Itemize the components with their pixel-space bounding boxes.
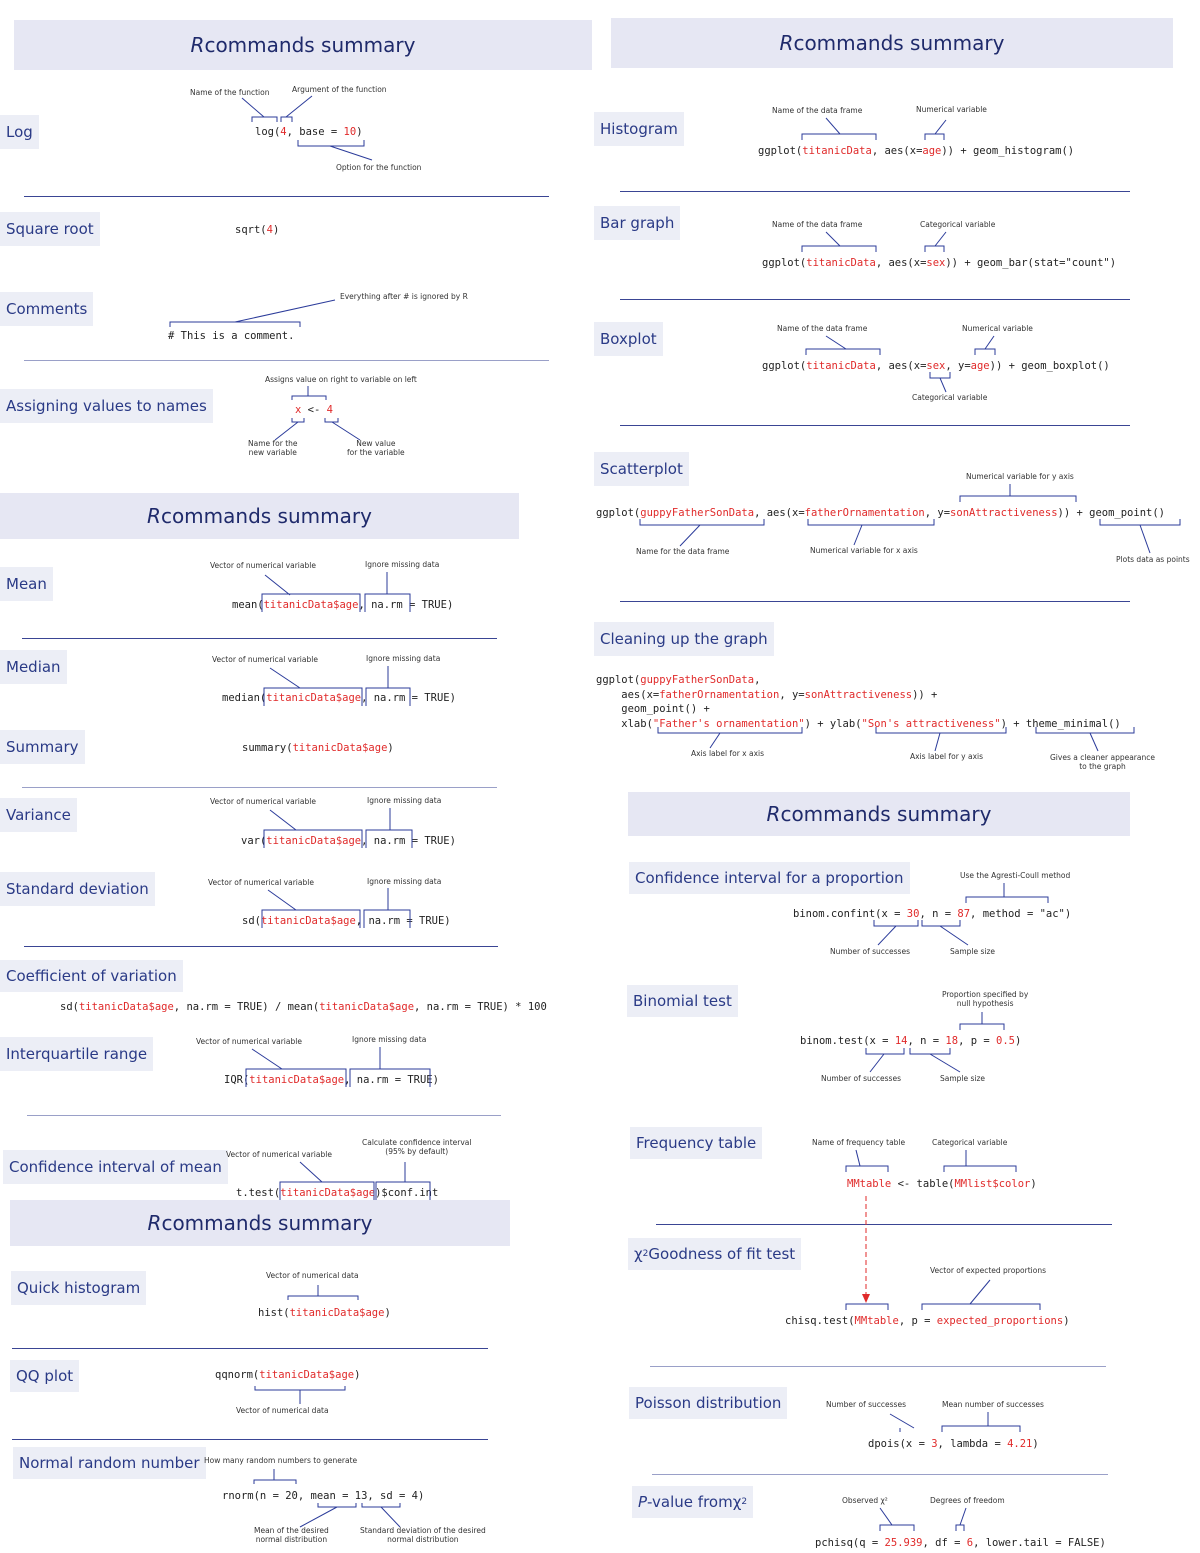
sd-annotation-vector: Vector of numerical variable xyxy=(208,878,314,887)
bar-annotation-x: Categorical variable xyxy=(920,220,996,229)
section-label-ci-mean: Confidence interval of mean xyxy=(3,1150,228,1184)
cleaning-annotation-theme: Gives a cleaner appearance to the graph xyxy=(1050,753,1155,771)
banner-mid-right: R commands summary xyxy=(628,792,1130,836)
rnorm-annotation-n: How many random numbers to generate xyxy=(204,1456,358,1465)
cleaning-code: ggplot(guppyFatherSonData, aes(x=fatherOrnamentation, y=sonAttractiveness)) + geom_point() + xlab("Father's ornamentation") + ylab("Son's attractiveness") + theme_minimal() xyxy=(596,674,1121,730)
ci-prop-annotation-n: Sample size xyxy=(950,947,996,956)
divider xyxy=(22,787,497,788)
section-label-binom: Binomial test xyxy=(627,985,738,1017)
bar-annotation-df: Name of the data frame xyxy=(772,220,863,229)
log-annotation-arg: Argument of the function xyxy=(292,85,387,94)
comments-annotation: Everything after # is ignored by R xyxy=(340,292,468,301)
divider xyxy=(656,1224,1112,1225)
iqr-annotation-na: Ignore missing data xyxy=(352,1035,427,1044)
median-annotation-vector: Vector of numerical variable xyxy=(212,655,318,664)
divider xyxy=(620,601,1130,602)
ci-mean-annotation-ci: Calculate confidence interval (95% by default) xyxy=(362,1138,472,1156)
pchisq-code: pchisq(q = 25.939, df = 6, lower.tail = FALSE) xyxy=(815,1537,1106,1549)
qq-code: qqnorm(titanicData$age) xyxy=(215,1369,361,1381)
divider xyxy=(620,191,1130,192)
sd-annotation-na: Ignore missing data xyxy=(367,877,442,886)
banner-mid-left: R commands summary xyxy=(0,493,519,539)
variance-code: var(titanicData$age, na.rm = TRUE) xyxy=(241,835,456,847)
median-annotation-na: Ignore missing data xyxy=(366,654,441,663)
assign-annotation-top: Assigns value on right to variable on left xyxy=(265,375,417,384)
quick-histogram-annotation: Vector of numerical data xyxy=(266,1271,359,1280)
poisson-code: dpois(x = 3, lambda = 4.21) xyxy=(868,1438,1039,1450)
banner-top-left: R commands summary xyxy=(14,20,592,70)
scatter-annotation-y: Numerical variable for y axis xyxy=(966,472,1074,481)
iqr-annotation-vector: Vector of numerical variable xyxy=(196,1037,302,1046)
section-label-gof: χ 2 Goodness of fit test xyxy=(628,1238,801,1270)
ci-prop-code: binom.confint(x = 30, n = 87, method = "ac") xyxy=(793,908,1072,920)
section-label-log: Log xyxy=(0,115,39,149)
banner-top-right: R commands summary xyxy=(611,18,1173,68)
ci-prop-annotation-x: Number of successes xyxy=(830,947,910,956)
histogram-annotation-df: Name of the data frame xyxy=(772,106,863,115)
mean-code: mean(titanicData$age, na.rm = TRUE) xyxy=(232,599,454,611)
cv-code: sd(titanicData$age, na.rm = TRUE) / mean(titanicData$age, na.rm = TRUE) * 100 xyxy=(60,1001,547,1013)
summary-code: summary(titanicData$age) xyxy=(242,742,394,754)
binom-annotation-x: Number of successes xyxy=(821,1074,901,1083)
assign-code: x <- 4 xyxy=(295,404,333,416)
divider xyxy=(24,196,549,197)
cleaning-annotation-x: Axis label for x axis xyxy=(691,749,765,758)
rnorm-annotation-mean: Mean of the desired normal distribution xyxy=(254,1526,329,1544)
mean-annotation-vector: Vector of numerical variable xyxy=(210,561,316,570)
section-label-sqrt: Square root xyxy=(0,212,100,246)
section-label-sd: Standard deviation xyxy=(0,872,155,906)
ci-prop-annotation-method: Use the Agresti-Coull method xyxy=(960,871,1071,880)
boxplot-annotation-df: Name of the data frame xyxy=(777,324,868,333)
divider xyxy=(620,425,1130,426)
histogram-code: ggplot(titanicData, aes(x=age)) + geom_histogram() xyxy=(758,145,1075,157)
section-label-bar: Bar graph xyxy=(594,206,680,240)
section-label-iqr: Interquartile range xyxy=(0,1037,153,1071)
pchisq-annotation-df: Degrees of freedom xyxy=(930,1496,1005,1505)
section-label-boxplot: Boxplot xyxy=(594,322,663,356)
divider xyxy=(27,1115,501,1116)
binom-annotation-n: Sample size xyxy=(940,1074,986,1083)
variance-annotation-na: Ignore missing data xyxy=(367,796,442,805)
binom-code: binom.test(x = 14, n = 18, p = 0.5) xyxy=(800,1035,1022,1047)
divider xyxy=(24,360,549,361)
section-label-cv: Coefficient of variation xyxy=(0,960,183,992)
mean-annotation-na: Ignore missing data xyxy=(365,560,440,569)
pchisq-annotation-q: Observed χ² xyxy=(842,1496,888,1505)
boxplot-code: ggplot(titanicData, aes(x=sex, y=age)) + geom_boxplot() xyxy=(762,360,1110,372)
section-label-comments: Comments xyxy=(0,292,93,326)
section-label-quick-histogram: Quick histogram xyxy=(11,1271,146,1305)
ci-mean-annotation-vector: Vector of numerical variable xyxy=(226,1150,332,1159)
comments-code: # This is a comment. xyxy=(168,330,295,342)
divider xyxy=(652,1474,1108,1475)
section-label-mean: Mean xyxy=(0,567,53,601)
quick-histogram-code: hist(titanicData$age) xyxy=(258,1307,391,1319)
rnorm-annotation-sd: Standard deviation of the desired normal distribution xyxy=(360,1526,486,1544)
gof-annotation-p: Vector of expected proportions xyxy=(930,1266,1046,1275)
median-code: median(titanicData$age, na.rm = TRUE) xyxy=(222,692,456,704)
freq-annotation-cat: Categorical variable xyxy=(932,1138,1008,1147)
gof-code: chisq.test(MMtable, p = expected_proportions) xyxy=(785,1315,1070,1327)
section-label-scatter: Scatterplot xyxy=(594,452,689,486)
sqrt-code: sqrt(4) xyxy=(235,224,280,236)
assign-annotation-name: Name for the new variable xyxy=(248,439,298,457)
section-label-qq: QQ plot xyxy=(10,1360,79,1392)
section-label-rnorm: Normal random number xyxy=(13,1447,206,1479)
section-label-pchisq: P -value from χ 2 xyxy=(632,1486,753,1518)
section-label-histogram: Histogram xyxy=(594,112,684,146)
section-label-assign: Assigning values to names xyxy=(0,389,213,423)
boxplot-annotation-x: Categorical variable xyxy=(912,393,988,402)
log-annotation-name: Name of the function xyxy=(190,88,270,97)
scatter-annotation-x: Numerical variable for x axis xyxy=(810,546,918,555)
poisson-annotation-x: Number of successes xyxy=(826,1400,906,1409)
cleaning-annotation-y: Axis label for y axis xyxy=(910,752,984,761)
divider xyxy=(650,1366,1106,1367)
assign-annotation-val: New value for the variable xyxy=(347,439,405,457)
scatter-code: ggplot(guppyFatherSonData, aes(x=fatherOrnamentation, y=sonAttractiveness)) + geom_point() xyxy=(596,507,1165,519)
log-code: log(4, base = 10) xyxy=(255,126,363,138)
iqr-code: IQR(titanicData$age, na.rm = TRUE) xyxy=(224,1074,439,1086)
divider xyxy=(22,638,497,639)
section-label-cleaning: Cleaning up the graph xyxy=(594,622,774,656)
rnorm-code: rnorm(n = 20, mean = 13, sd = 4) xyxy=(222,1490,425,1502)
histogram-annotation-x: Numerical variable xyxy=(916,105,987,114)
section-label-summary: Summary xyxy=(0,730,85,764)
poisson-annotation-l: Mean number of successes xyxy=(942,1400,1044,1409)
variance-annotation-vector: Vector of numerical variable xyxy=(210,797,316,806)
divider xyxy=(12,1348,488,1349)
section-label-poisson: Poisson distribution xyxy=(629,1387,787,1419)
boxplot-annotation-y: Numerical variable xyxy=(962,324,1033,333)
bar-code: ggplot(titanicData, aes(x=sex)) + geom_bar(stat="count") xyxy=(762,257,1117,269)
section-label-freq: Frequency table xyxy=(630,1127,762,1159)
divider xyxy=(12,1439,488,1440)
binom-annotation-p: Proportion specified by null hypothesis xyxy=(942,990,1029,1008)
qq-annotation: Vector of numerical data xyxy=(236,1406,329,1415)
divider xyxy=(620,299,1130,300)
freq-code: MMtable <- table(MMlist$color) xyxy=(847,1178,1037,1190)
sd-code: sd(titanicData$age, na.rm = TRUE) xyxy=(242,915,451,927)
ci-mean-code: t.test(titanicData$age)$conf.int xyxy=(236,1187,439,1199)
banner-bottom-left: R commands summary xyxy=(10,1200,510,1246)
section-label-variance: Variance xyxy=(0,798,77,832)
log-annotation-opt: Option for the function xyxy=(336,163,422,172)
scatter-annotation-points: Plots data as points xyxy=(1116,555,1190,564)
divider xyxy=(24,946,498,947)
freq-annotation-name: Name of frequency table xyxy=(812,1138,906,1147)
section-label-median: Median xyxy=(0,650,67,684)
scatter-annotation-df: Name for the data frame xyxy=(636,547,730,556)
section-label-ci-prop: Confidence interval for a proportion xyxy=(629,862,910,894)
